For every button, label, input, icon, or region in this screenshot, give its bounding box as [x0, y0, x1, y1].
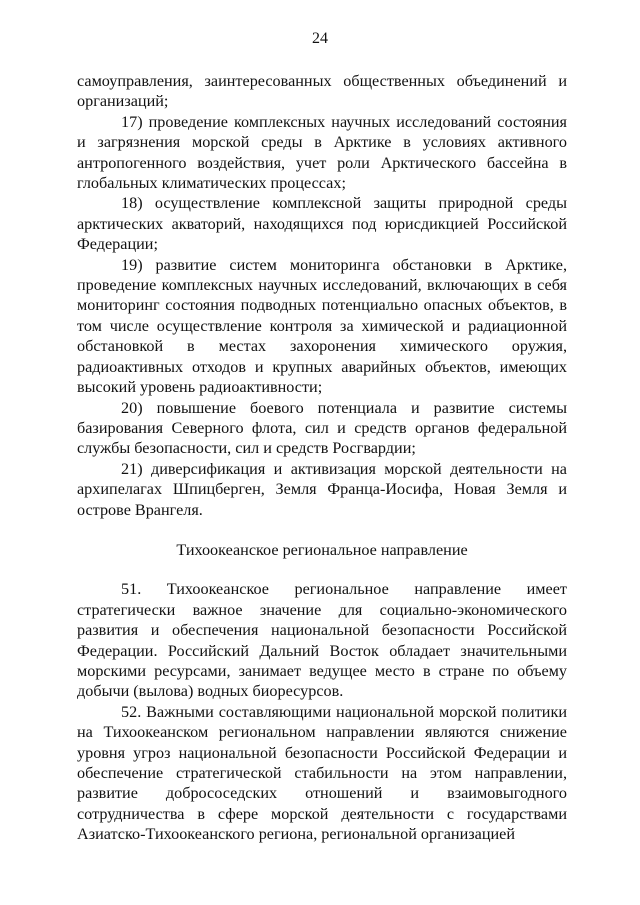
paragraph: 19) развитие систем мониторинга обстановки в Арктике, проведение комплексных научных исследований, включающих в себя мониторинг состояния подводных потенциально опасных объектов, в том числе осуществление контроля за химической и радиационной обстановкой в местах захоронения химического оружия, радиоактивных отходов и крупных аварийных объектов, имеющих высокий уровень радиоактивности; [77, 255, 567, 397]
paragraph: самоуправления, заинтересованных общественных объединений и организаций; [77, 72, 567, 111]
spacer [77, 560, 567, 579]
paragraph: 17) проведение комплексных научных исследований состояния и загрязнения морской среды в Арктике в условиях активного антропогенного воздействия, учет роли Арктического бассейна в глобальных климатических процессах; [77, 112, 567, 193]
paragraph: 21) диверсификация и активизация морской деятельности на архипелагах Шпицберген, Земля Франца-Иосифа, Новая Земля и острове Врангеля. [77, 459, 567, 519]
page-number: 24 [312, 30, 328, 47]
paragraph-group-arctic [77, 71, 567, 520]
paragraph: 18) осуществление комплексной защиты природной среды арктических акваторий, находящихся под юрисдикцией Российской Федерации; [77, 194, 567, 254]
paragraph-group-pacific [77, 579, 567, 844]
spacer [77, 520, 567, 540]
section-title: Тихоокеанское региональное направление [176, 540, 468, 559]
document-body [77, 71, 567, 845]
paragraph: 51. Тихоокеанское региональное направление имеет стратегически важное значение для социально-экономического развития и обеспечения национальной безопасности Российской Федерации. Российский Дальний Восток обладает значительными морскими ресурсами, занимает ведущее место в стране по объему добычи (вылова) водных биоресурсов. [77, 580, 567, 701]
paragraph: 20) повышение боевого потенциала и развитие системы базирования Северного флота, сил и средств органов федеральной службы безопасности, сил и средств Росгвардии; [77, 398, 567, 458]
paragraph: 52. Важными составляющими национальной морской политики на Тихоокеанском региональном направлении являются снижение уровня угроз национальной безопасности Российской Федерации и обеспечение стратегической стабильности на этом направлении, развитие добрососедских отношений и взаимовыгодного сотрудничества в сфере морской деятельности с государствами Азиатско-Тихоокеанского региона, региональной организацией [77, 702, 567, 844]
